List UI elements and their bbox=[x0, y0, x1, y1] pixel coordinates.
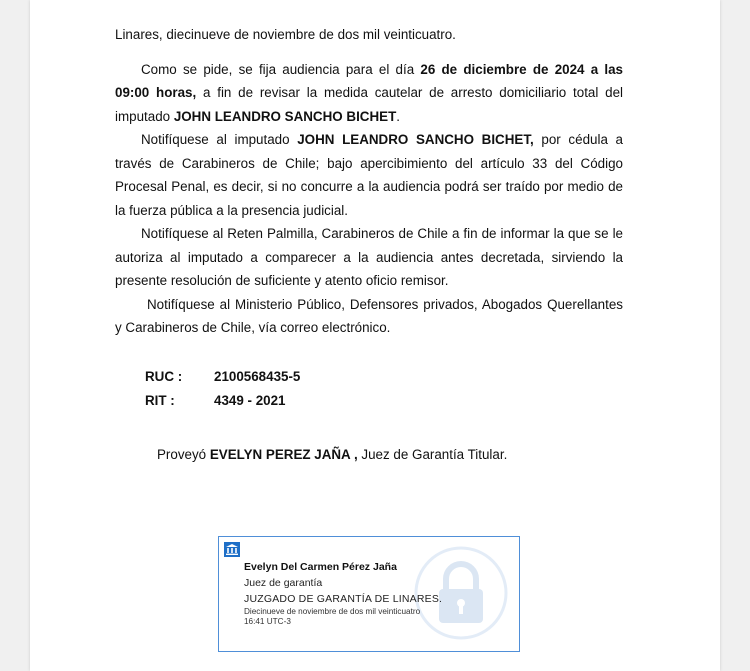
signer-name: Evelyn Del Carmen Pérez Jaña bbox=[244, 561, 397, 573]
signer-role: Juez de garantía bbox=[244, 577, 323, 589]
date-line: Linares, diecinueve de noviembre de dos mil veinticuatro. bbox=[115, 27, 456, 42]
ruc-value: 2100568435-5 bbox=[214, 369, 301, 384]
rit-label: RIT : bbox=[145, 393, 175, 408]
paragraph-notify-defendant: Notifíquese al imputado JOHN LEANDRO SANCHO BICHET, por cédula a través de Carabineros de Chile; bajo apercibimiento del artículo 33 del Código Procesal Penal, es decir, si no concurre a la audiencia podrá ser traído por medio de la fuerza pública a la presencia judicial. bbox=[115, 132, 623, 218]
paragraph-hearing: Como se pide, se fija audiencia para el día 26 de diciembre de 2024 a las 09:00 horas, a fin de revisar la medida cautelar de arresto domiciliario total del imputado JOHN LEANDRO SANCHO BICHET. bbox=[115, 61, 623, 124]
signature-time: 16:41 UTC-3 bbox=[244, 617, 291, 626]
paragraph-notify-reten: Notifíquese al Reten Palmilla, Carabineros de Chile a fin de informar la que se le autoriza al imputado a comparecer a la audiencia antes decretada, sirviendo la presente resolución de suficiente y atento oficio remisor. bbox=[115, 226, 623, 288]
courthouse-icon bbox=[224, 542, 240, 557]
signature-timestamp bbox=[244, 607, 420, 627]
paragraph-notify-parties: Notifíquese al Ministerio Público, Defensores privados, Abogados Querellantes y Carabineros de Chile, vía correo electrónico. bbox=[115, 296, 623, 335]
defendant-name-2: JOHN LEANDRO SANCHO BICHET, bbox=[297, 132, 534, 147]
document-page bbox=[30, 0, 720, 671]
proveyo-line: Proveyó EVELYN PEREZ JAÑA , Juez de Garantía Titular. bbox=[157, 447, 508, 462]
resolution-body bbox=[115, 23, 623, 340]
electronic-signature-box bbox=[218, 536, 520, 652]
hearing-date: 26 de diciembre de 2024 a las 09:00 horas, bbox=[115, 61, 623, 100]
ruc-label: RUC : bbox=[145, 369, 183, 384]
signature-date: Diecinueve de noviembre de dos mil veinticuatro bbox=[244, 607, 421, 616]
defendant-name: JOHN LEANDRO SANCHO BICHET bbox=[173, 108, 397, 124]
rit-value: 4349 - 2021 bbox=[214, 393, 286, 408]
signer-court: JUZGADO DE GARANTÍA DE LINARES. bbox=[244, 593, 443, 605]
judge-name: EVELYN PEREZ JAÑA , bbox=[209, 447, 358, 462]
